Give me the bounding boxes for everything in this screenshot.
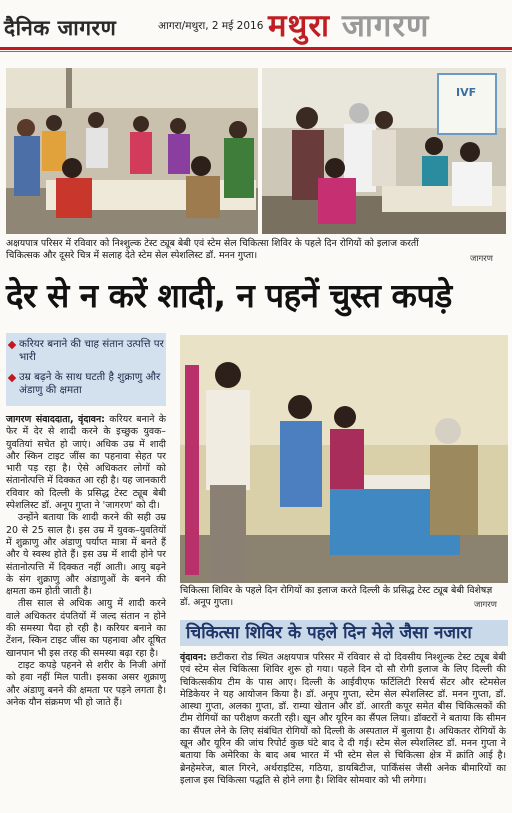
highlight-text: करियर बनाने की चाह संतान उत्पत्ति पर भारी [19,338,164,363]
masthead-rule-red [0,47,512,50]
middle-photo-credit: जागरण [474,600,497,610]
dateline: आगरा/मथुरा, 2 मई 2016 [158,20,264,32]
highlight-text: उम्र बढ़ने के साथ घटती है शुक्राणु और अंडाणु की क्षमता [19,371,161,396]
ivf-banner-text: IVF [456,86,477,99]
photo-ivf-specialist-treating [180,335,508,583]
highlight-item [6,371,166,397]
paper-name: दैनिक जागरण [4,16,117,40]
sub-article-text: छटीकरा रोड स्थित अक्षयपात्र परिसर में रविवार से दो दिवसीय निश्शुल्क टेस्ट ट्यूब बेबी एवं स्टेम सेल चिकित्सा शिविर शुरू हो गया। पहले दिन दो सौ रोगी इलाज के लिए दिल्ली की चिकित्सकीय टीम के पास आए। दिल्ली के आईवीएफ फर्टिलिटी रिसर्च सेंटर और स्टेमसेल मेडिकेयर ने यह आयोजन किया है। डॉ. अनूप गुप्ता, स्टेम सेल स्पेशलिस्ट डॉ. मनन गुप्ता, डॉ. आस्था गुप्ता, अलका गुप्ता, डॉ. राम्या खेतान और डॉ. आरती कपूर समेत बीस चिकित्सकों की टीम रोगियों का परीक्षण करती रही। खून और यूरिन का सैंपल लिया। डॉक्टरों ने बताया कि सीमन का सैंपल लेने के लिए संबंधित रोगियों को दिल्ली के अस्पताल में बुलाया है। अधिकतर रोगियों के खून और यूरिन की जांच रिपोर्ट कुछ घंटे बाद दे दी गई। स्टेम सेल स्पेशलिस्ट डॉ. मनन गुप्ता ने बताया कि अमेरिका के बाद अब भारत में भी स्टेम सेल से चिकित्सा क्षेत्र में क्रांति आई है। ब्रेनहेमरेज, बाल गिरने, अर्थराइटिस, गठिया, डायबिटीज, पार्किंसंस जैसी अनेक बीमारियों का इलाज इस चिकित्सा पद्धति से होने लगा है। शिविर सोमवार को भी लगेगा। [180,652,506,786]
sub-article [180,652,506,787]
top-photo-credit: जागरण [470,254,493,264]
highlight-item [6,338,166,364]
edition-city: मथुरा [268,8,331,44]
top-photo-caption: अक्षयपात्र परिसर में रविवार को निश्शुल्क टेस्ट ट्यूब बेबी एवं स्टेम सेल चिकित्सा शिविर के पहले दिन रोगियों को इलाज करतीं चिकित्सक और दूसरे चित्र में सलाह देते स्टेम सेल स्पेशलिस्ट डॉ. मनन गुप्ता। [6,238,419,261]
main-headline: देर से न करें शादी, न पहनें चुस्त कपड़े [6,276,452,315]
photo-camp-women-doctors [6,68,258,234]
diamond-bullet-icon [8,374,16,382]
edition-brand: जागरण [341,8,430,44]
sub-headline: चिकित्सा शिविर के पहले दिन मेले जैसा नजारा [180,620,508,646]
article-paragraph: तीस साल से अधिक आयु में शादी करने वाले अधिकतर दंपतियों में जल्द संतान न होने की समस्या पैदा हो रही है। करियर बनाने का टेंशन, स्किन टाइट जींस का पहनावा और दूषित खानपान भी इस तरह की समस्या बढ़ा रहा है। [6,598,166,659]
article-paragraph: उन्होंने बताया कि शादी करने की सही उम्र 20 से 25 साल है। इस उम्र में युवक–युवतियों में शुक्राणु और अंडाणु पर्याप्त मात्रा में बनते हैं और ये स्वस्थ होते हैं। इस उम्र में शादी होने पर संतानोत्पत्ति में दिक्कत नहीं आती। आयु बढ़ने के संग शुक्राणु और अंडाणुओं के बनने की क्षमता कम होती जाती है। [6,512,166,598]
middle-photo-caption: चिकित्सा शिविर के पहले दिन रोगियों का इलाज करते दिल्ली के प्रसिद्ध टेस्ट ट्यूब बेबी विशेषज्ञ डॉ. अनूप गुप्ता। [180,585,493,608]
masthead [0,0,512,52]
article-paragraph: टाइट कपड़े पहनने से शरीर के निजी अंगों को हवा नहीं मिल पाती। इसका असर शुक्राणु और अंडाणु बनने की क्षमता पर पड़ने लगता है। अनेक यौन संक्रमण भी हो जाते हैं। [6,659,166,708]
article-byline: जागरण संवाददाता, वृंदावन: [6,414,105,425]
diamond-bullet-icon [8,341,16,349]
article-paragraph: जागरण संवाददाता, वृंदावन: करियर बनाने के फेर में देर से शादी करने के इच्छुक युवक–युवतियां सचेत हो जाएं। अधिक उम्र में शादी और स्किन टाइट जींस का पहनावा सेहत पर भारी पड़ रहा है। ऐसे अधिकतर लोगों को संतानोत्पत्ति में दिक्कत आ रही है। यह जानकारी रविवार को दिल्ली के प्रसिद्ध टेस्ट ट्यूब बेबी स्पेशलिस्ट डॉ. अनूप गुप्ता ने 'जागरण' को दी। [6,414,166,512]
highlight-box [6,333,166,406]
main-article [6,414,166,709]
sub-article-byline: वृंदावन: [180,652,207,663]
photo-stem-cell-specialist [262,68,506,234]
edition-title [268,4,429,46]
masthead-rule-gray [0,51,512,52]
